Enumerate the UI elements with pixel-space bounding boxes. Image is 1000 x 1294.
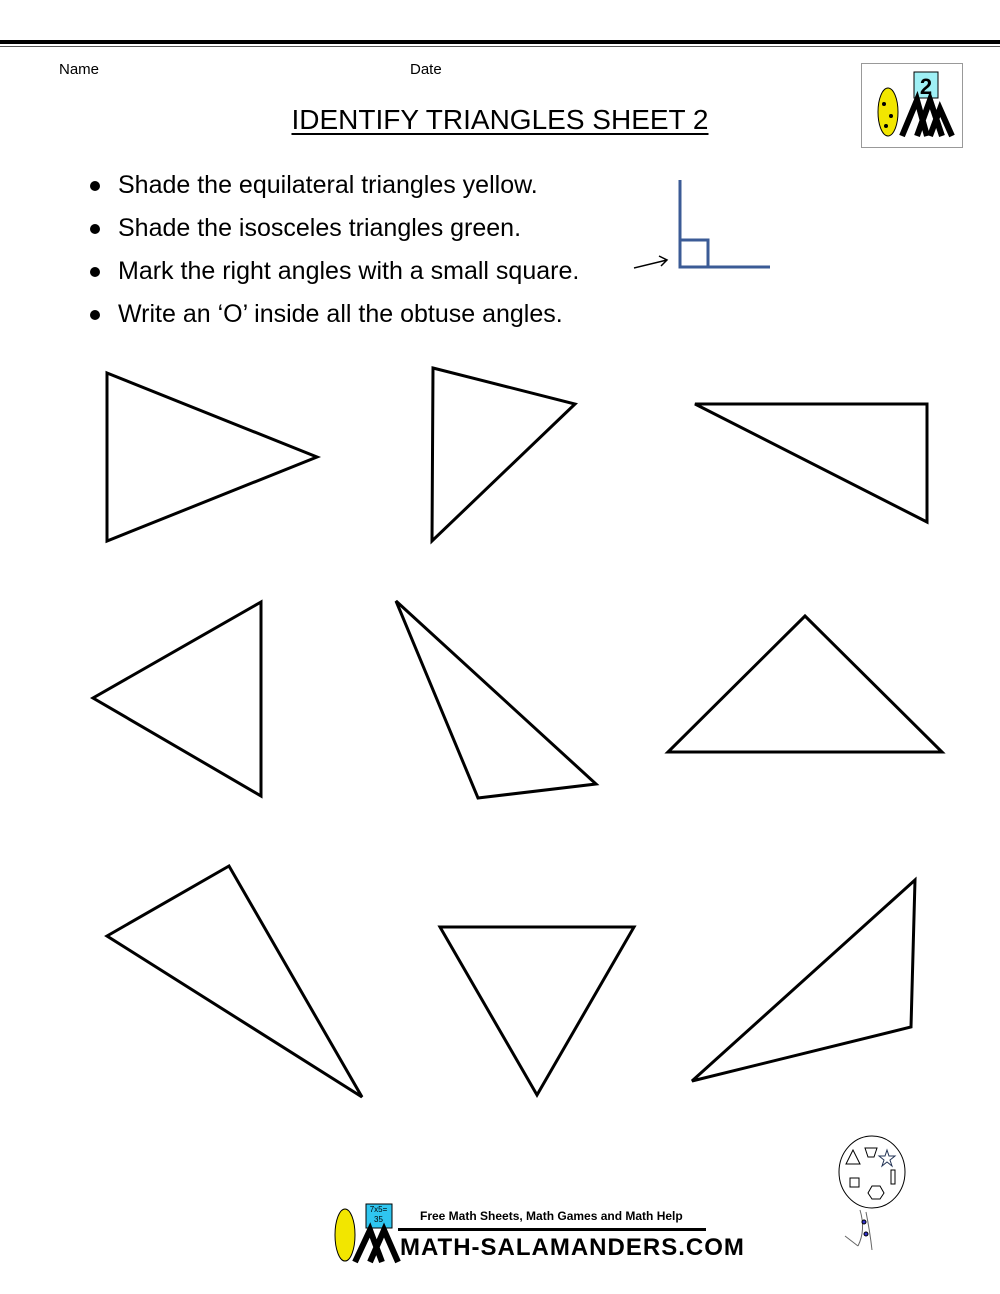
instruction-item: Shade the isosceles triangles green. (88, 211, 579, 254)
triangle-9 (692, 880, 915, 1081)
triangle-8 (440, 927, 634, 1095)
arrow-icon (634, 256, 667, 268)
triangle-3 (695, 404, 927, 522)
date-label: Date (410, 61, 442, 78)
right-angle-example (680, 180, 770, 267)
logo-number: 2 (919, 74, 933, 99)
footer-board-text: 7x5=35 (369, 1205, 388, 1224)
footer-tagline: Free Math Sheets, Math Games and Math Help (420, 1209, 683, 1223)
instruction-item: Write an ‘O’ inside all the obtuse angles. (88, 297, 579, 340)
page-title-text: IDENTIFY TRIANGLES SHEET 2 (291, 104, 709, 135)
name-label: Name (59, 61, 100, 78)
triangle-2 (432, 368, 575, 541)
triangle-4 (93, 602, 261, 796)
triangle-5 (396, 601, 596, 798)
triangle-6 (668, 616, 942, 752)
triangle-1 (107, 373, 317, 541)
footer-site-name: MATH-SALAMANDERS.COM (400, 1234, 745, 1261)
shapes-salamander-icon (839, 1136, 905, 1250)
instruction-item: Shade the equilateral triangles yellow. (88, 168, 579, 211)
triangle-7 (107, 866, 362, 1097)
instruction-item: Mark the right angles with a small square. (88, 254, 579, 297)
